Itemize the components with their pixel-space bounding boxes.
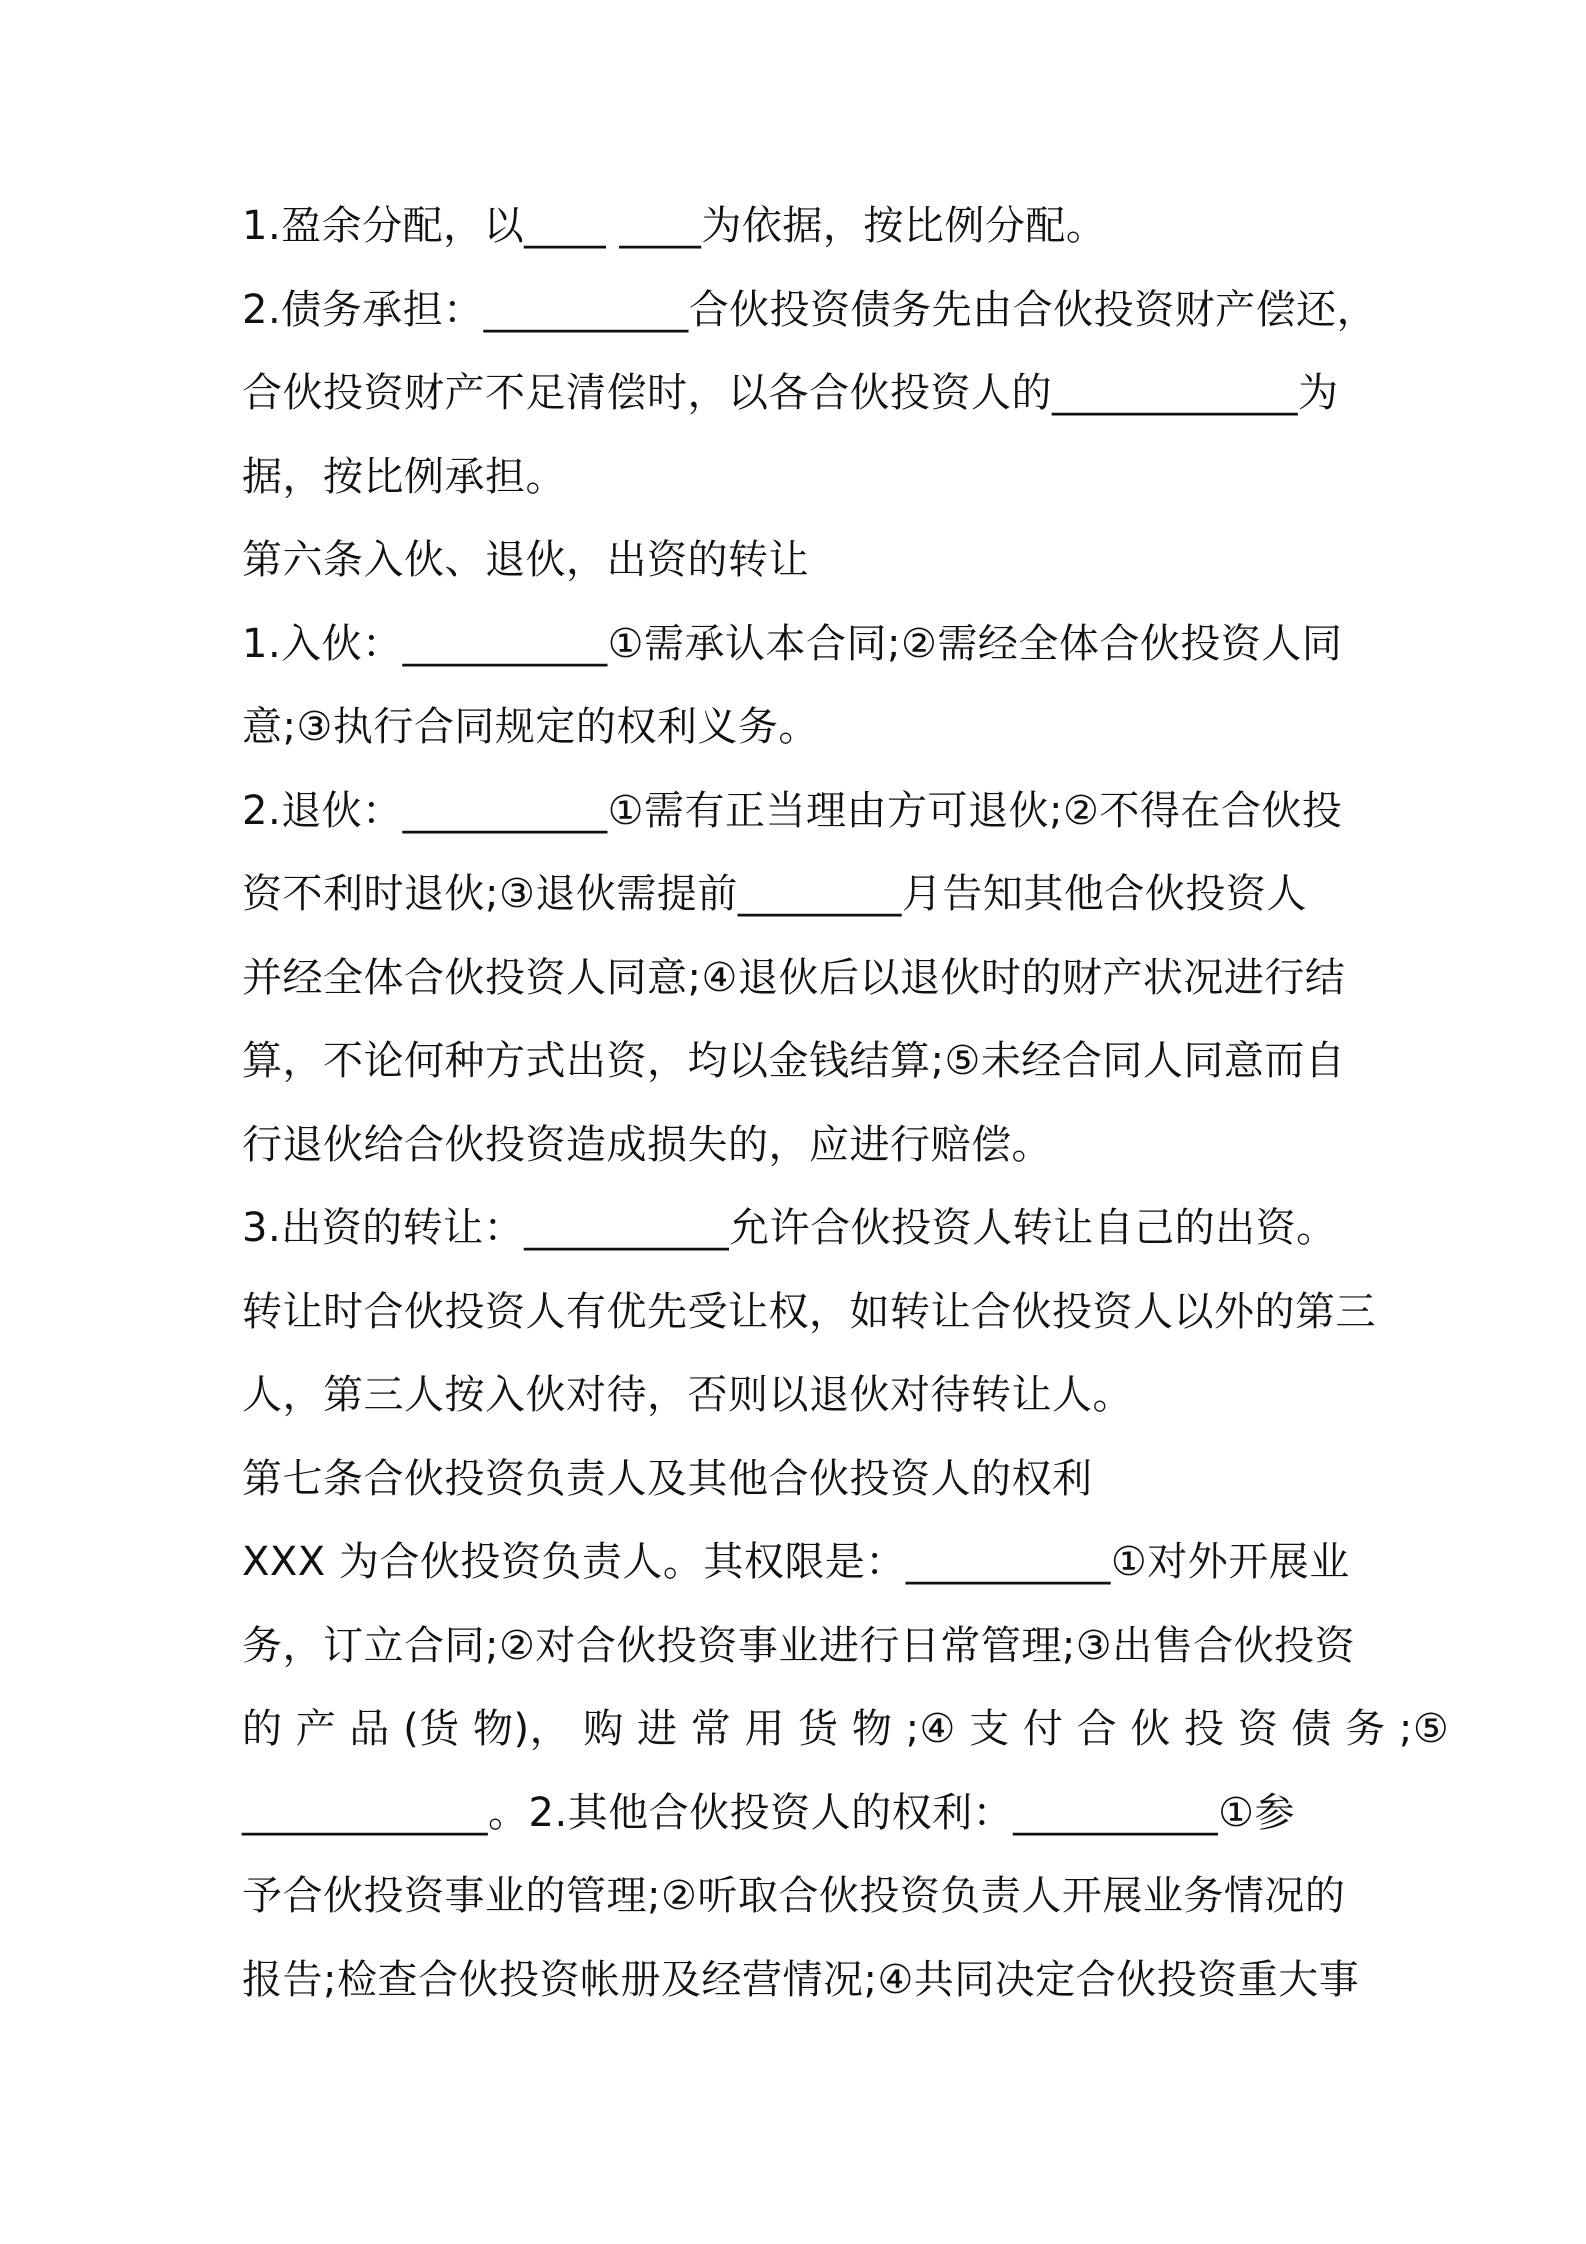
text-line: 2.退伙：__________①需有正当理由方可退伙;②不得在合伙投	[242, 787, 1343, 834]
text-line: 意;③执行合同规定的权利义务。	[242, 704, 819, 750]
text-line: 报告;检查合伙投资帐册及经营情况;④共同决定合伙投资重大事	[242, 1956, 1360, 2003]
text-line: 并经全体合伙投资人同意;④退伙后以退伙时的财产状况进行结	[242, 954, 1346, 1001]
text-line: 的 产 品 (货 物)， 购 进 常 用 货 物 ;④ 支 付 合 伙 投 资 债 务 ;⑤	[242, 1706, 1450, 1752]
text-line: 资不利时退伙;③退伙需提前________月告知其他合伙投资人	[242, 871, 1307, 917]
section-heading: 第六条入伙、退伙，出资的转让	[242, 537, 809, 583]
text-line: 据，按比例承担。	[242, 453, 566, 500]
section-heading: 第七条合伙投资负责人及其他合伙投资人的权利	[242, 1455, 1093, 1502]
text-line: XXX 为合伙投资负责人。其权限是：__________①对外开展业	[242, 1539, 1350, 1585]
text-line: 人，第三人按入伙对待，否则以退伙对待转让人。	[242, 1372, 1133, 1418]
text-line: 2.债务承担：__________合伙投资债务先由合伙投资财产偿还，	[242, 286, 1378, 333]
text-line: 3.出资的转让：__________允许合伙投资人转让自己的出资。	[242, 1205, 1337, 1251]
text-line: 行退伙给合伙投资造成损失的，应进行赔偿。	[242, 1121, 1052, 1168]
document-body	[242, 185, 1450, 2022]
text-line: 务，订立合同;②对合伙投资事业进行日常管理;③出售合伙投资	[242, 1622, 1356, 1669]
text-line: 算，不论何种方式出资，均以金钱结算;⑤未经合同人同意而自	[242, 1038, 1346, 1084]
text-line: ____________。2.其他合伙投资人的权利：__________①参	[242, 1789, 1296, 1836]
text-line: 予合伙投资事业的管理;②听取合伙投资负责人开展业务情况的	[242, 1873, 1346, 1919]
text-line: 合伙投资财产不足清偿时，以各合伙投资人的____________为	[242, 370, 1339, 416]
text-line: 1.盈余分配，以____ ____为依据，按比例分配。	[242, 203, 1107, 249]
text-line: 1.入伙：__________①需承认本合同;②需经全体合伙投资人同	[242, 620, 1343, 667]
text-line: 转让时合伙投资人有优先受让权，如转让合伙投资人以外的第三	[242, 1288, 1376, 1335]
